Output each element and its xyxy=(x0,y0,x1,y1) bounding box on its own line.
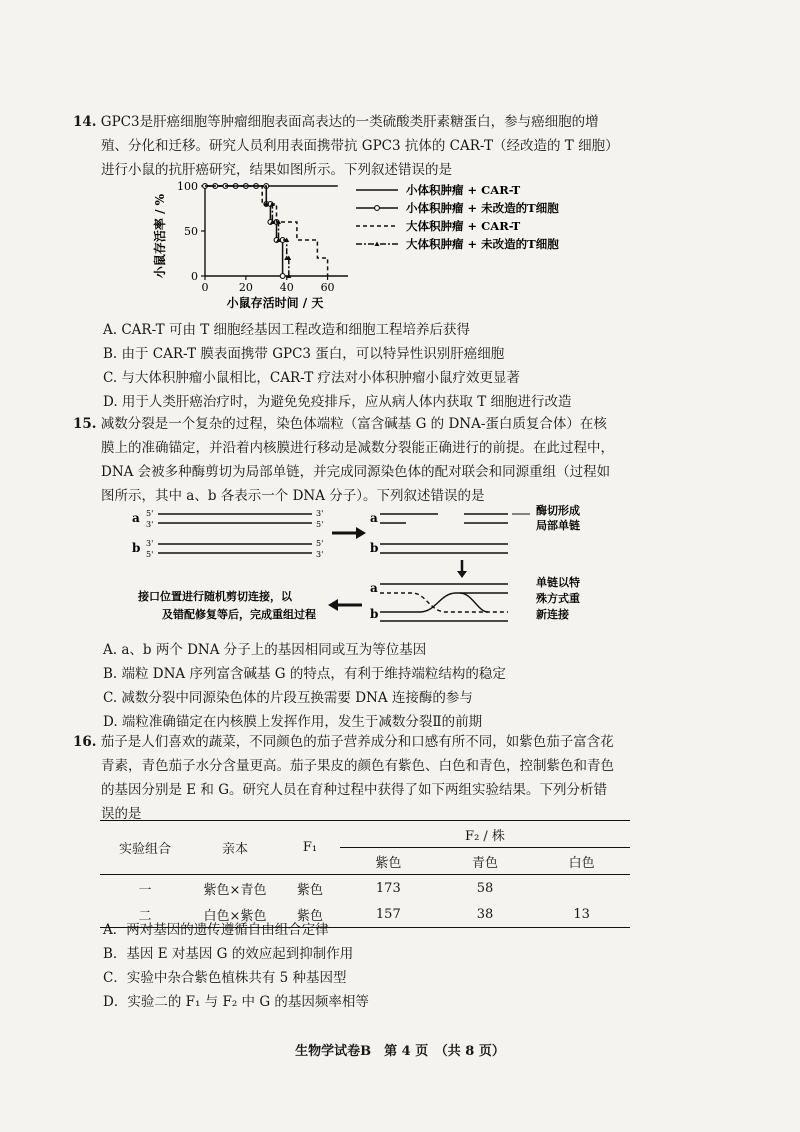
th-cyan: 青色 xyxy=(471,855,498,871)
cell-white: 13 xyxy=(573,906,590,922)
diagram-3prime-a-right: 3' xyxy=(316,509,324,518)
x-tick-label: 40 xyxy=(279,281,294,294)
q15-recombination-diagram xyxy=(120,500,640,640)
th-white: 白色 xyxy=(568,855,595,871)
note-final-line1: 接口位置进行随机剪切连接，以 xyxy=(138,590,292,603)
diagram-5prime-b-right: 5' xyxy=(316,539,324,548)
legend-label: 大体积肿瘤 + 未改造的T细胞 xyxy=(406,237,559,251)
cell-f1: 紫色 xyxy=(296,908,323,924)
q14-option-d: D. 用于人类肝癌治疗时，为避免免疫排斥，应从病人体内获取 T 细胞进行改造 xyxy=(103,394,572,410)
x-tick-label: 0 xyxy=(201,281,209,294)
th-group: 实验组合 xyxy=(118,842,171,857)
series-point xyxy=(280,274,285,279)
cell-group: 一 xyxy=(138,882,152,898)
q14-option-b: B. 由于 CAR-T 膜表面携带 GPC3 蛋白，可以特异性识别肝癌细胞 xyxy=(103,346,505,362)
q15-stem-line4: 图所示，其中 a、b 各表示一个 DNA 分子）。下列叙述错误的是 xyxy=(101,488,485,504)
q16-option-c: C．实验中杂合紫色植株共有 5 种基因型 xyxy=(103,970,347,986)
q14-stem-line3: 进行小鼠的抗肝癌研究，结果如图所示。下列叙述错误的是 xyxy=(101,162,452,178)
diagram-label-a: a xyxy=(132,511,140,525)
q14-stem-line2: 殖、分化和迁移。研究人员利用表面携带抗 GPC3 抗体的 CAR-T（经改造的 T 细胞） xyxy=(101,138,619,154)
q14-survival-chart xyxy=(150,176,610,316)
legend-label: 小体积肿瘤 + CAR-T xyxy=(406,183,521,197)
th-f1: F₁ xyxy=(302,840,318,855)
cross-strand-1 xyxy=(380,593,508,612)
q16-option-a: A．两对基因的遗传遵循自由组合定律 xyxy=(103,922,329,938)
cell-group: 二 xyxy=(138,908,152,924)
diagram-label-a-cross: a xyxy=(370,581,378,595)
legend-label: 小体积肿瘤 + 未改造的T细胞 xyxy=(406,201,559,215)
th-purple: 紫色 xyxy=(375,855,402,871)
arrow-right-head xyxy=(356,527,366,539)
note-final-line2: 及错配修复等后，完成重组过程 xyxy=(162,608,316,621)
legend-marker xyxy=(375,242,380,247)
q15-option-d: D. 端粒准确锚定在内核膜上发挥作用，发生于减数分裂Ⅱ的前期 xyxy=(103,714,483,730)
q16-stem xyxy=(73,730,713,826)
diagram-label-b: b xyxy=(132,541,141,555)
legend-label: 大体积肿瘤 + CAR-T xyxy=(406,219,521,233)
cell-cyan: 58 xyxy=(476,880,494,896)
q16-option-b: B．基因 E 对基因 G 的效应起到抑制作用 xyxy=(103,946,354,962)
th-parents: 亲本 xyxy=(221,842,248,857)
cell-purple: 173 xyxy=(375,880,401,896)
q15-stem xyxy=(73,412,713,508)
q14-stem xyxy=(73,110,713,182)
x-tick-label: 60 xyxy=(320,281,335,294)
note-reconnect-line3: 新连接 xyxy=(536,608,569,621)
q16-stem-line2: 青素，青色茄子水分含量更高。茄子果皮的颜色有紫色、白色和青色，控制紫色和青色 xyxy=(101,758,614,774)
q16-results-table xyxy=(100,820,630,928)
chart-xlabel: 小鼠存活时间 / 天 xyxy=(226,296,324,310)
diagram-5prime-b: 5' xyxy=(146,550,154,559)
series-line xyxy=(205,186,283,276)
q14-option-a: A. CAR-T 可由 T 细胞经基因工程改造和细胞工程培养后获得 xyxy=(103,322,471,338)
cell-purple: 157 xyxy=(375,906,401,922)
note-reconnect-line1: 单链以特 xyxy=(536,576,580,589)
q16-number: 16. xyxy=(73,734,97,750)
q15-stem-line2: 膜上的准确锚定，并沿着内核膜进行移动是减数分裂能正确进行的前提。在此过程中， xyxy=(101,440,614,456)
q15-option-c: C. 减数分裂中同源染色体的片段互换需要 DNA 连接酶的参与 xyxy=(103,690,473,706)
chart-ylabel: 小鼠存活率 / % xyxy=(153,193,167,279)
diagram-3prime-a: 3' xyxy=(146,520,154,529)
diagram-label-b-cross: b xyxy=(370,607,379,621)
note-cut-line2: 局部单链 xyxy=(536,519,580,532)
cell-cyan: 38 xyxy=(476,906,494,922)
q16-option-d: D．实验二的 F₁ 与 F₂ 中 G 的基因频率相等 xyxy=(103,994,369,1010)
legend-marker xyxy=(375,206,380,211)
diagram-5prime-a-right: 5' xyxy=(316,520,324,529)
note-cut-line1: 酶切形成 xyxy=(536,504,580,517)
th-f2: F₂ / 株 xyxy=(340,821,630,848)
page-footer: 生物学试卷B 第 4 页 （共 8 页） xyxy=(295,1044,505,1059)
arrow-down-head xyxy=(457,571,467,578)
q16-stem-line4: 误的是 xyxy=(101,806,142,822)
diagram-label-a-cut: a xyxy=(370,511,378,525)
cell-parents: 白色×紫色 xyxy=(203,908,267,924)
q16-stem-line3: 的基因分别是 E 和 G。研究人员在育种过程中获得了如下两组实验结果。下列分析错 xyxy=(101,782,608,798)
q15-stem-line1: 减数分裂是一个复杂的过程，染色体端粒（富含碱基 G 的 DNA-蛋白质复合体）在核 xyxy=(100,416,607,432)
q15-option-b: B. 端粒 DNA 序列富含碱基 G 的特点，有利于维持端粒结构的稳定 xyxy=(103,666,506,682)
q14-number: 14. xyxy=(73,114,97,130)
q14-stem-line1: GPC3是肝癌细胞等肿瘤细胞表面高表达的一类硫酸类肝素糖蛋白，参与癌细胞的增 xyxy=(100,114,599,130)
note-reconnect-line2: 殊方式重 xyxy=(536,592,580,605)
y-tick-label: 0 xyxy=(191,270,198,283)
y-tick-label: 100 xyxy=(177,180,198,193)
q15-number: 15. xyxy=(73,416,97,432)
cross-strand-2 xyxy=(380,593,508,612)
q15-stem-line3: DNA 会被多种酶剪切为局部单链，并完成同源染色体的配对联会和同源重组（过程如 xyxy=(101,464,611,480)
arrow-left-head xyxy=(328,599,338,611)
cell-white xyxy=(533,875,630,902)
diagram-label-b-cut: b xyxy=(370,541,379,555)
x-tick-label: 20 xyxy=(238,281,253,294)
table-row xyxy=(100,875,630,902)
cell-f1: 紫色 xyxy=(296,882,323,898)
q14-option-c: C. 与大体积肿瘤小鼠相比，CAR-T 疗法对小体积肿瘤小鼠疗效更显著 xyxy=(103,370,521,386)
y-tick-label: 50 xyxy=(184,225,198,238)
diagram-5prime-a: 5' xyxy=(146,509,154,518)
cell-parents: 紫色×青色 xyxy=(203,882,267,898)
diagram-3prime-b: 3' xyxy=(146,539,154,548)
diagram-3prime-b-right: 3' xyxy=(316,550,324,559)
q15-option-a: A. a、b 两个 DNA 分子上的基因相同或互为等位基因 xyxy=(103,642,427,658)
cross-strand-3 xyxy=(460,593,488,612)
q16-stem-line1: 茄子是人们喜欢的蔬菜，不同颜色的茄子营养成分和口感有所不同，如紫色茄子富含花 xyxy=(100,734,614,750)
